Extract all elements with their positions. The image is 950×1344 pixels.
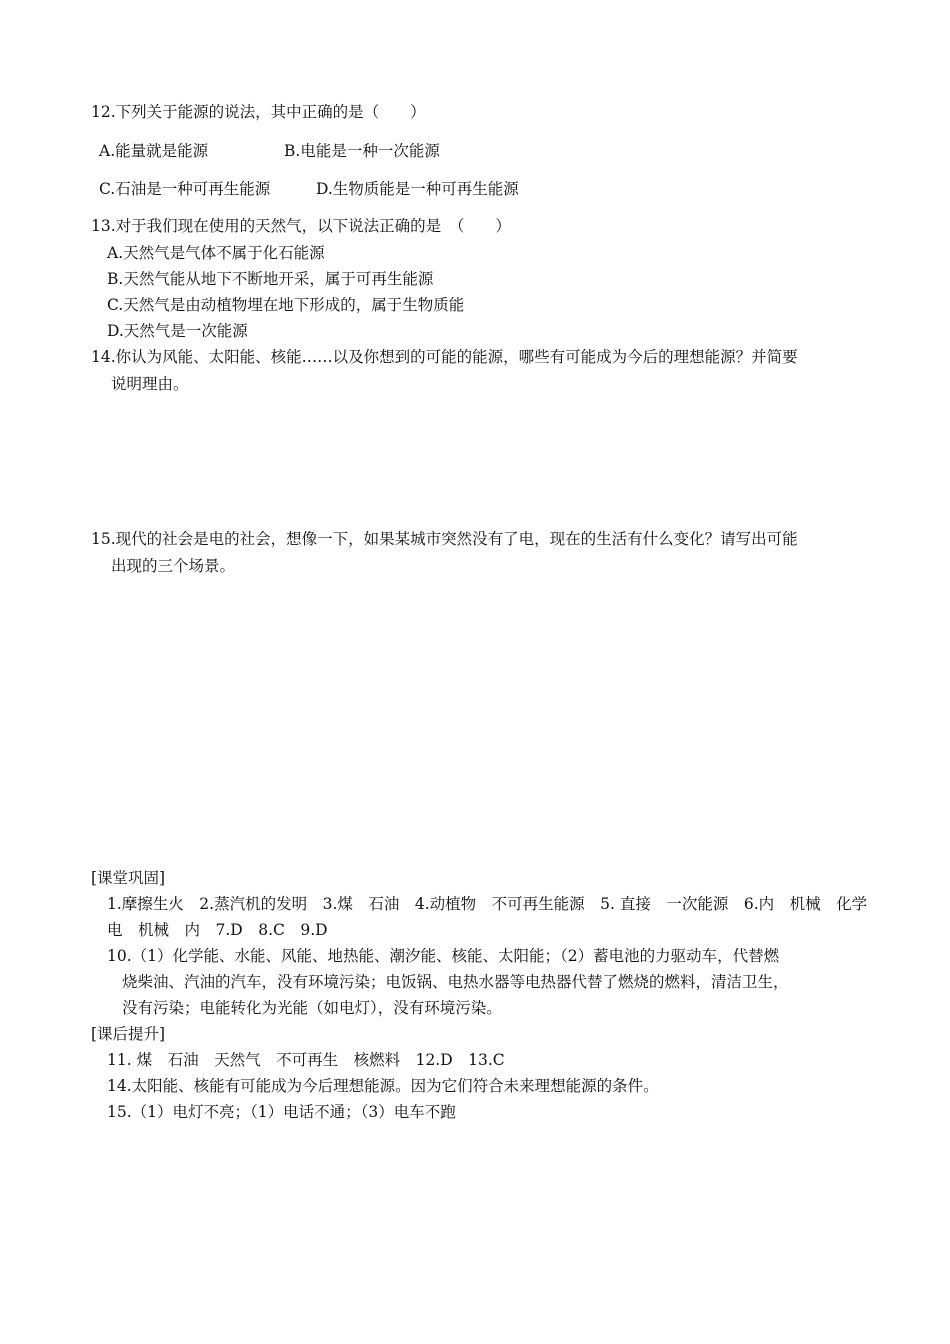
answer-14: 14.太阳能、核能有可能成为今后理想能源。因为它们符合未来理想能源的条件。: [107, 1077, 659, 1095]
q14-text-line1: 14.你认为风能、太阳能、核能……以及你想到的可能的能源，哪些有可能成为今后的理想能源？并简要: [91, 348, 798, 366]
q12-option-b: B.电能是一种一次能源: [284, 142, 440, 160]
answer-15: 15.（1）电灯不亮；（1）电话不通；（3）电车不跑: [107, 1103, 456, 1121]
q13-stem: 13.对于我们现在使用的天然气，以下说法正确的是 （ ）: [91, 217, 511, 235]
section-title-after-class: [课后提升]: [91, 1025, 166, 1043]
q15-text-line2: 出现的三个场景。: [111, 557, 236, 575]
answer-10-line3: 没有污染；电能转化为光能（如电灯），没有环境污染。: [122, 999, 502, 1017]
q12-option-d: D.生物质能是一种可再生能源: [316, 180, 519, 198]
answer-10-line1: 10.（1）化学能、水能、风能、地热能、潮汐能、核能、太阳能；（2）蓄电池的力驱动车，代替燃: [107, 947, 780, 965]
q12-option-a: A.能量就是能源: [99, 142, 209, 160]
q13-option-a: A.天然气是气体不属于化石能源: [107, 244, 325, 262]
answer-1-9-line1: 1.摩擦生火 2.蒸汽机的发明 3.煤 石油 4.动植物 不可再生能源 5. 直接 一次能源 6.内 机械 化学: [107, 895, 868, 913]
q13-option-b: B.天然气能从地下不断地开采，属于可再生能源: [107, 270, 434, 288]
answer-11-13: 11. 煤 石油 天然气 不可再生 核燃料 12.D 13.C: [107, 1051, 505, 1069]
q13-option-c: C.天然气是由动植物埋在地下形成的，属于生物质能: [107, 296, 465, 314]
section-title-classroom: [课堂巩固]: [91, 869, 166, 887]
q13-option-d: D.天然气是一次能源: [107, 322, 248, 340]
answer-1-9-line2: 电 机械 内 7.D 8.C 9.D: [107, 921, 328, 939]
q12-stem: 12.下列关于能源的说法，其中正确的是（ ）: [91, 103, 426, 121]
q15-text-line1: 15.现代的社会是电的社会，想像一下，如果某城市突然没有了电，现在的生活有什么变化？请写出可能: [91, 530, 798, 548]
q14-text-line2: 说明理由。: [111, 375, 189, 393]
answer-10-line2: 烧柴油、汽油的汽车，没有环境污染；电饭锅、电热水器等电热器代替了燃烧的燃料，清洁卫生，: [122, 973, 789, 991]
q12-option-c: C.石油是一种可再生能源: [99, 180, 271, 198]
